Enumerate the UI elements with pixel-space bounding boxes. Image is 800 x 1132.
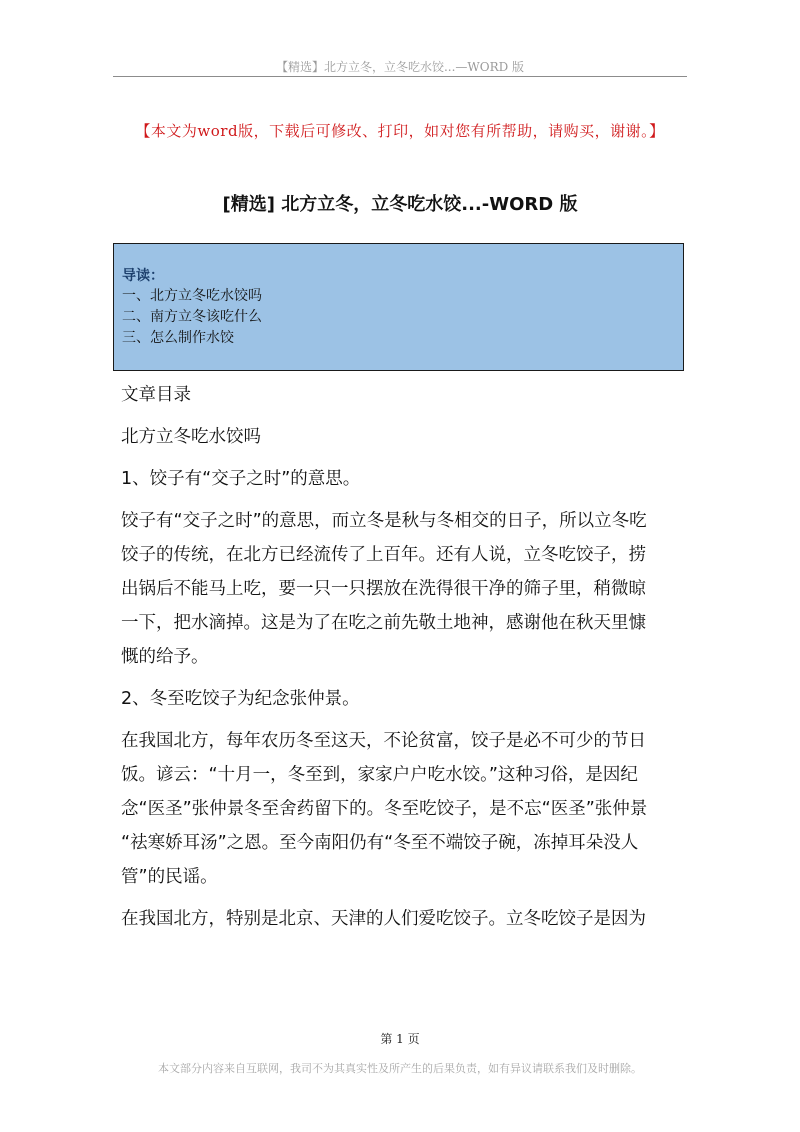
- footer-disclaimer: 本文部分内容来自互联网，我司不为其真实性及所产生的后果负责，如有异议请联系我们及时删除。: [158, 1062, 642, 1075]
- point-title: 1、饺子有“交子之时”的意思。: [121, 469, 361, 489]
- paragraph-line: 出锅后不能马上吃，要一只一只摆放在洗得很干净的筛子里，稍微晾: [121, 579, 646, 599]
- paragraph-line: 饭。谚云：“十月一，冬至到，家家户户吃水饺。”这种习俗，是因纪: [121, 765, 638, 785]
- article-body: [121, 378, 687, 936]
- purchase-notice: 【本文为word版，下载后可修改、打印，如对您有所帮助，请购买，谢谢。】: [135, 122, 665, 140]
- paragraph-line: 一下，把水滴掉。这是为了在吃之前先敬土地神，感谢他在秋天里慷: [121, 613, 646, 633]
- paragraph: [121, 724, 687, 894]
- guide-item: 三、怎么制作水饺: [122, 330, 234, 346]
- paragraph-line: 饺子有“交子之时”的意思，而立冬是秋与冬相交的日子，所以立冬吃: [121, 511, 647, 531]
- header-divider: [113, 76, 687, 77]
- reading-guide-box: [113, 243, 684, 371]
- section-title: 北方立冬吃水饺吗: [121, 427, 261, 447]
- paragraph-line: 管”的民谣。: [121, 867, 218, 887]
- guide-item: 一、北方立冬吃水饺吗: [122, 288, 262, 304]
- point-title: 2、冬至吃饺子为纪念张仲景。: [121, 689, 360, 709]
- guide-heading: 导读：: [122, 268, 164, 284]
- page-header: 【精选】北方立冬，立冬吃水饺...—WORD 版: [275, 60, 525, 74]
- paragraph-line: 慨的给予。: [121, 647, 209, 667]
- paragraph-line: 在我国北方，特别是北京、天津的人们爱吃饺子。立冬吃饺子是因为: [121, 909, 646, 929]
- paragraph-line: 饺子的传统，在北方已经流传了上百年。还有人说，立冬吃饺子，捞: [121, 545, 646, 565]
- guide-item: 二、南方立冬该吃什么: [122, 309, 262, 325]
- document-title: [精选] 北方立冬，立冬吃水饺...-WORD 版: [222, 194, 578, 215]
- page-number: 第 1 页: [380, 1032, 420, 1046]
- toc-label: 文章目录: [121, 385, 191, 405]
- paragraph: [121, 504, 687, 674]
- paragraph-line: 在我国北方，每年农历冬至这天，不论贫富，饺子是必不可少的节日: [121, 731, 646, 751]
- paragraph-line: 念“医圣”张仲景冬至舍药留下的。冬至吃饺子，是不忘“医圣”张仲景: [121, 799, 648, 819]
- paragraph-line: “祛寒娇耳汤”之恩。至今南阳仍有“冬至不端饺子碗，冻掉耳朵没人: [121, 833, 639, 853]
